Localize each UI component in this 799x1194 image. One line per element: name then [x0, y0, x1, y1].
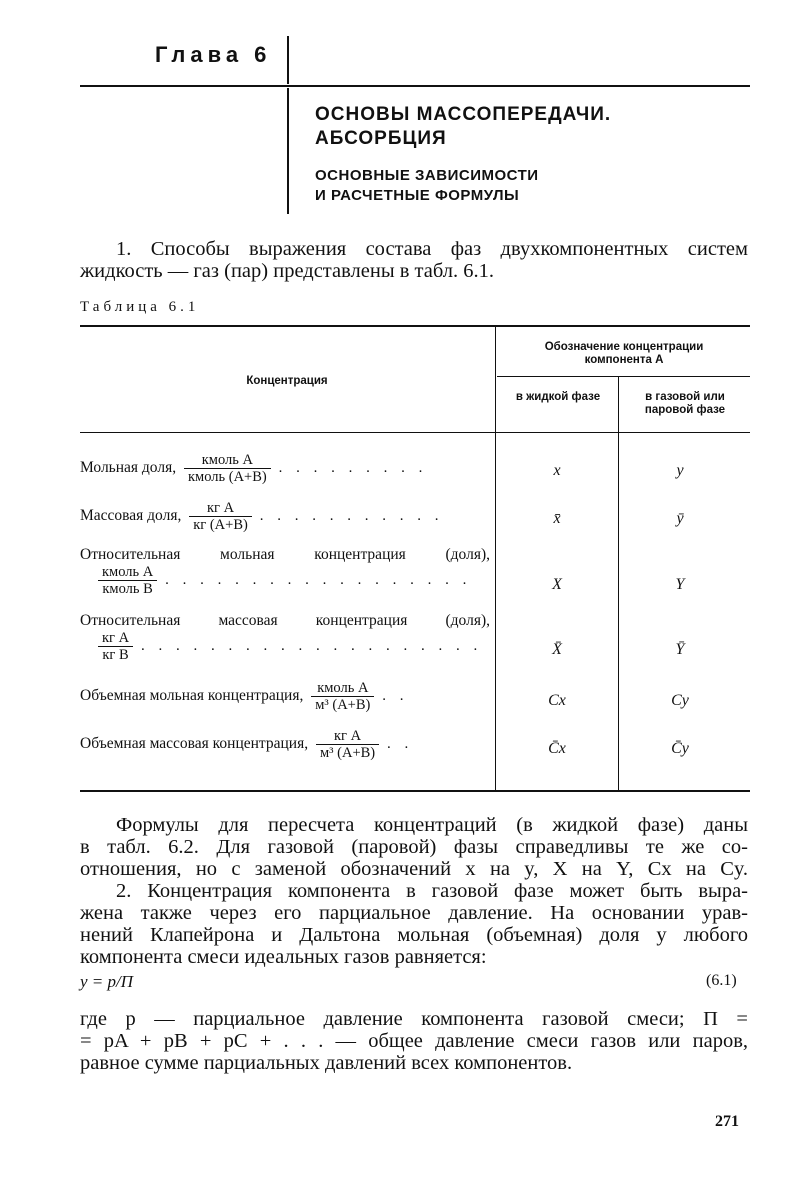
- table-header-rule: [80, 432, 750, 433]
- table-row: [80, 612, 490, 663]
- paragraph-line: равное сумме парциальных давлений всех компонентов.: [80, 1052, 573, 1074]
- row-label: Мольная доля,: [80, 459, 177, 477]
- fraction-denominator: м³ (А+В): [315, 697, 371, 713]
- fraction-denominator: кг В: [102, 647, 129, 663]
- fraction-numerator: кмоль А: [184, 452, 271, 469]
- symbol-gas: y: [676, 462, 684, 479]
- paragraph-line: 2. Концентрация компонента в газовой фазе может быть выра-: [116, 880, 748, 902]
- row-label: Объемная мольная концентрация,: [80, 687, 304, 705]
- chapter-title: [315, 103, 611, 151]
- unit-fraction: [98, 564, 157, 597]
- table-header-liquid: в жидкой фазе: [515, 391, 601, 403]
- fraction-denominator: кг (А+В): [193, 517, 248, 533]
- intro-paragraph: [80, 238, 748, 282]
- symbol-gas: C̄y: [671, 740, 689, 757]
- body-paragraph: [80, 880, 748, 968]
- table-row: [80, 452, 427, 485]
- table-header-concentration: Концентрация: [246, 375, 328, 387]
- leader-dots: . .: [382, 688, 409, 705]
- table-row: [80, 728, 413, 761]
- formula-number: (6.1): [706, 972, 737, 989]
- header-divider-vertical-top: [287, 36, 289, 84]
- symbol-liquid: x: [553, 462, 561, 479]
- chapter-subtitle-line: ОСНОВНЫЕ ЗАВИСИМОСТИ: [315, 167, 539, 184]
- unit-fraction: [184, 452, 271, 485]
- row-label: Массовая доля,: [80, 507, 182, 525]
- paragraph-line: = pA + pB + pC + . . . — общее давление смеси газов или паров,: [80, 1030, 748, 1052]
- row-label: Объемная массовая концентрация,: [80, 735, 309, 753]
- symbol-liquid: Cx: [548, 692, 566, 709]
- symbol-gas: ȳ: [676, 510, 684, 527]
- table-header-designation: Обозначение концентрации компонента А: [544, 341, 704, 366]
- body-paragraph: [80, 1008, 748, 1074]
- symbol-liquid: x̄: [553, 510, 561, 527]
- symbol-gas: Cy: [671, 692, 689, 709]
- chapter-subtitle-line: И РАСЧЕТНЫЕ ФОРМУЛЫ: [315, 187, 520, 204]
- symbol-gas: Y: [675, 576, 685, 593]
- leader-dots: . . . . . . . . .: [278, 460, 428, 477]
- symbol-liquid: X: [552, 576, 562, 593]
- fraction-denominator: кмоль (А+В): [187, 469, 267, 485]
- paragraph-line: Формулы для пересчета концентраций (в жидкой фазе) даны: [116, 814, 748, 836]
- table-bottom-rule: [80, 790, 750, 792]
- fraction-denominator: кмоль В: [102, 581, 153, 597]
- table-row: [80, 680, 409, 713]
- leader-dots: . .: [387, 736, 414, 753]
- page-number: 271: [715, 1113, 739, 1130]
- unit-fraction: [311, 680, 374, 713]
- table-row: [80, 546, 490, 597]
- fraction-numerator: кг А: [316, 728, 379, 745]
- chapter-subtitle: [315, 166, 539, 206]
- paragraph-line: 1. Способы выражения состава фаз двухкомпонентных систем: [116, 238, 748, 260]
- leader-dots: . . . . . . . . . . . . . . . . . . . .: [140, 638, 483, 655]
- fraction-numerator: кмоль А: [98, 564, 157, 581]
- paragraph-line: где p — парциальное давление компонента газовой смеси; П =: [80, 1008, 748, 1030]
- chapter-title-line: ОСНОВЫ МАССОПЕРЕДАЧИ.: [315, 104, 612, 125]
- paragraph-line: жена также через его парциальное давление. На основании урав-: [80, 902, 748, 924]
- paragraph-line: компонента смеси идеальных газов равняется:: [80, 946, 487, 968]
- leader-dots: . . . . . . . . . . . . . . . . . .: [165, 572, 472, 589]
- unit-fraction: [98, 630, 133, 663]
- body-paragraph: [80, 814, 748, 880]
- leader-dots: . . . . . . . . . . .: [259, 508, 444, 525]
- table-column-divider: [495, 325, 496, 791]
- header-divider-horizontal: [80, 85, 750, 87]
- fraction-numerator: кг А: [98, 630, 133, 647]
- fraction-numerator: кмоль А: [311, 680, 374, 697]
- fraction-denominator: м³ (А+В): [320, 745, 376, 761]
- symbol-liquid: X̄: [552, 641, 562, 658]
- fraction-numerator: кг А: [189, 500, 252, 517]
- formula: y = p/П: [80, 972, 134, 991]
- row-label: Относительная массовая концентрация (доля),: [80, 612, 490, 629]
- paragraph-line: отношения, но с заменой обозначений x на y, X на Y, Cx на Cy.: [80, 858, 748, 880]
- unit-fraction: [316, 728, 379, 761]
- paragraph-line: нений Клапейрона и Дальтона мольная (объемная) доля у любого: [80, 924, 748, 946]
- chapter-label: Глава 6: [155, 42, 272, 67]
- table-subheader-rule: [497, 376, 750, 377]
- unit-fraction: [189, 500, 252, 533]
- chapter-title-line: АБСОРБЦИЯ: [315, 128, 447, 149]
- table-caption: Таблица 6.1: [80, 299, 200, 315]
- paragraph-line: жидкость — газ (пар) представлены в табл. 6.1.: [80, 260, 494, 282]
- table-column-divider: [618, 376, 619, 791]
- paragraph-line: в табл. 6.2. Для газовой (паровой) фазы справедливы те же со-: [80, 836, 748, 858]
- table-header-gas: в газовой или паровой фазе: [644, 391, 726, 416]
- table-top-rule: [80, 325, 750, 327]
- row-label: Относительная мольная концентрация (доля),: [80, 546, 490, 563]
- symbol-gas: Ȳ: [675, 641, 685, 658]
- header-divider-vertical-bottom: [287, 88, 289, 214]
- table-row: [80, 500, 443, 533]
- symbol-liquid: C̄x: [548, 740, 566, 757]
